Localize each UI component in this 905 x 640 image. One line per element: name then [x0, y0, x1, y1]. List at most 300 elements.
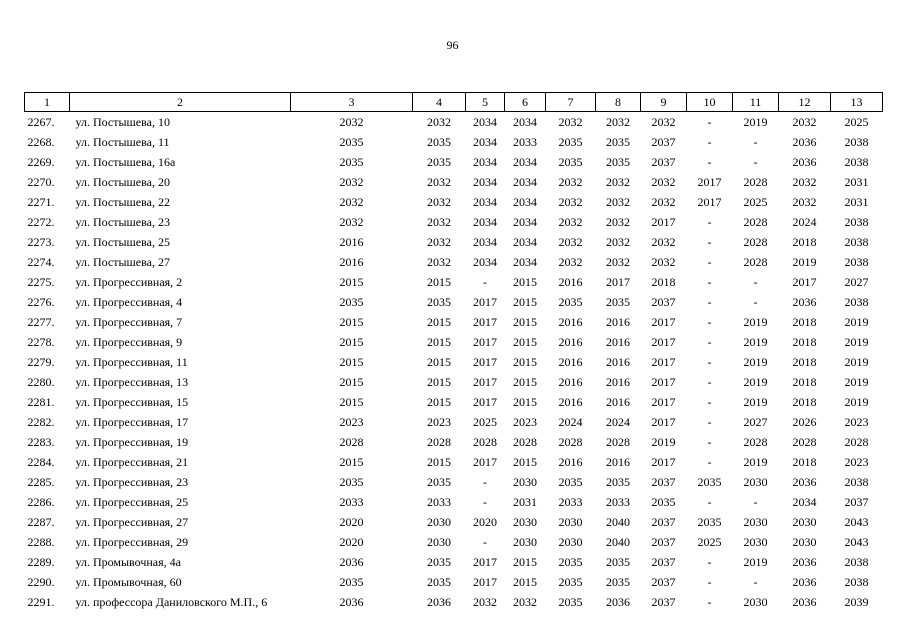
year-cell: 2038: [844, 575, 869, 589]
year-cell: 2036: [792, 475, 817, 489]
address-cell: ул. Прогрессивная, 21: [75, 455, 189, 469]
year-cell: 2016: [606, 335, 630, 349]
year-cell: -: [707, 595, 712, 609]
year-cell: -: [707, 155, 712, 169]
row-number: 2269.: [27, 155, 55, 169]
year-cell: 2028: [606, 435, 630, 449]
year-cell: 2028: [792, 435, 817, 449]
year-cell: 2017: [473, 575, 497, 589]
address-cell: ул. Постышева, 10: [75, 115, 170, 129]
year-cell: 2032: [427, 255, 451, 269]
year-cell: -: [707, 375, 712, 389]
year-cell: 2032: [558, 195, 583, 209]
year-cell: 2031: [844, 195, 869, 209]
row-number: 2278.: [27, 335, 55, 349]
address-cell: ул. Прогрессивная, 25: [75, 495, 189, 509]
year-cell: 2035: [606, 135, 630, 149]
year-cell: 2016: [558, 395, 583, 409]
column-header: 5: [466, 93, 505, 112]
year-cell: 2035: [427, 155, 451, 169]
year-cell: 2034: [792, 495, 817, 509]
year-cell: 2032: [339, 215, 364, 229]
year-cell: 2020: [339, 515, 364, 529]
year-cell: 2032: [792, 195, 817, 209]
year-cell: 2028: [427, 435, 451, 449]
year-cell: 2032: [427, 235, 451, 249]
year-cell: 2032: [558, 175, 583, 189]
year-cell: 2015: [513, 555, 537, 569]
year-cell: 2032: [558, 235, 583, 249]
year-cell: 2037: [651, 135, 676, 149]
year-cell: 2028: [743, 175, 768, 189]
year-cell: 2032: [606, 115, 630, 129]
year-cell: -: [483, 535, 487, 549]
year-cell: 2034: [473, 115, 497, 129]
year-cell: 2016: [558, 375, 583, 389]
year-cell: 2036: [606, 595, 630, 609]
year-cell: 2038: [844, 155, 869, 169]
year-cell: 2016: [339, 235, 364, 249]
year-cell: 2032: [606, 175, 630, 189]
year-cell: 2035: [558, 135, 583, 149]
year-cell: 2019: [844, 355, 869, 369]
table-row: [25, 212, 883, 232]
year-cell: 2017: [651, 215, 676, 229]
year-cell: -: [707, 315, 712, 329]
year-cell: 2035: [427, 555, 451, 569]
year-cell: 2033: [427, 495, 451, 509]
year-cell: 2038: [844, 235, 869, 249]
address-cell: ул. Прогрессивная, 9: [75, 335, 183, 349]
year-cell: 2030: [743, 515, 768, 529]
year-cell: -: [707, 435, 712, 449]
address-cell: ул. Прогрессивная, 4: [75, 295, 183, 309]
year-cell: 2035: [606, 155, 630, 169]
column-header: 10: [687, 93, 733, 112]
year-cell: 2035: [427, 135, 451, 149]
year-cell: 2034: [473, 135, 497, 149]
year-cell: -: [707, 275, 712, 289]
year-cell: -: [753, 495, 758, 509]
address-cell: ул. Прогрессивная, 7: [75, 315, 183, 329]
year-cell: 2032: [651, 255, 676, 269]
year-cell: 2038: [844, 295, 869, 309]
column-header: 13: [831, 93, 883, 112]
year-cell: 2017: [651, 335, 676, 349]
address-cell: ул. Прогрессивная, 29: [75, 535, 189, 549]
column-header: 12: [779, 93, 831, 112]
column-header: 8: [596, 93, 641, 112]
row-number: 2284.: [27, 455, 55, 469]
year-cell: 2017: [792, 275, 817, 289]
year-cell: -: [753, 575, 758, 589]
year-cell: 2019: [844, 375, 869, 389]
year-cell: 2035: [558, 595, 583, 609]
table-row: [25, 552, 883, 572]
year-cell: 2034: [513, 235, 537, 249]
year-cell: 2030: [427, 535, 451, 549]
year-cell: 2024: [606, 415, 630, 429]
address-cell: ул. Прогрессивная, 11: [75, 355, 188, 369]
address-cell: ул. Постышева, 23: [75, 215, 170, 229]
year-cell: 2017: [473, 455, 497, 469]
year-cell: 2015: [513, 375, 537, 389]
year-cell: 2028: [743, 435, 768, 449]
table-row: [25, 352, 883, 372]
table-row: [25, 512, 883, 532]
year-cell: 2035: [339, 295, 364, 309]
year-cell: 2024: [792, 215, 817, 229]
year-cell: -: [753, 295, 758, 309]
year-cell: 2015: [339, 455, 364, 469]
year-cell: 2038: [844, 215, 869, 229]
year-cell: 2020: [339, 535, 364, 549]
year-cell: -: [707, 335, 712, 349]
year-cell: 2030: [513, 535, 537, 549]
year-cell: 2025: [844, 115, 869, 129]
row-number: 2280.: [27, 375, 55, 389]
year-cell: 2030: [792, 535, 817, 549]
table-row: [25, 492, 883, 512]
year-cell: 2025: [743, 195, 768, 209]
year-cell: 2028: [558, 435, 583, 449]
year-cell: 2023: [844, 415, 869, 429]
year-cell: -: [707, 255, 712, 269]
year-cell: 2032: [427, 215, 451, 229]
year-cell: 2038: [844, 255, 869, 269]
year-cell: -: [707, 415, 712, 429]
row-number: 2281.: [27, 395, 55, 409]
address-cell: ул. Промывочная, 60: [75, 575, 182, 589]
table-row: [25, 332, 883, 352]
year-cell: 2016: [606, 315, 630, 329]
year-cell: 2017: [651, 415, 676, 429]
address-cell: ул. Промывочная, 4а: [75, 555, 181, 569]
year-cell: 2015: [513, 315, 537, 329]
year-cell: -: [707, 235, 712, 249]
address-cell: ул. Постышева, 20: [75, 175, 170, 189]
year-cell: -: [707, 115, 712, 129]
year-cell: 2035: [339, 155, 364, 169]
year-cell: 2027: [844, 275, 869, 289]
year-cell: 2030: [743, 595, 768, 609]
year-cell: -: [483, 275, 487, 289]
year-cell: 2036: [427, 595, 451, 609]
address-cell: ул. Постышева, 11: [75, 135, 170, 149]
table-row: [25, 452, 883, 472]
header-row: [25, 93, 883, 112]
year-cell: 2018: [792, 315, 817, 329]
address-cell: ул. Прогрессивная, 27: [75, 515, 189, 529]
year-cell: 2027: [743, 415, 768, 429]
year-cell: 2016: [558, 455, 583, 469]
year-cell: 2032: [558, 215, 583, 229]
year-cell: 2034: [473, 235, 497, 249]
year-cell: 2018: [792, 395, 817, 409]
year-cell: -: [707, 215, 712, 229]
year-cell: 2032: [558, 255, 583, 269]
year-cell: 2035: [558, 475, 583, 489]
year-cell: 2019: [743, 355, 768, 369]
address-cell: ул. Прогрессивная, 15: [75, 395, 189, 409]
column-header: 2: [70, 93, 291, 112]
row-number: 2273.: [27, 235, 55, 249]
year-cell: 2037: [651, 575, 676, 589]
year-cell: 2032: [792, 175, 817, 189]
row-number: 2267.: [27, 115, 55, 129]
year-cell: 2025: [697, 535, 722, 549]
year-cell: 2018: [651, 275, 676, 289]
year-cell: 2035: [606, 555, 630, 569]
year-cell: 2015: [427, 455, 451, 469]
year-cell: 2015: [427, 275, 451, 289]
year-cell: 2016: [558, 355, 583, 369]
year-cell: 2036: [792, 295, 817, 309]
year-cell: 2028: [339, 435, 364, 449]
year-cell: 2015: [339, 355, 364, 369]
year-cell: 2034: [473, 155, 497, 169]
year-cell: 2040: [606, 535, 630, 549]
row-number: 2287.: [27, 515, 55, 529]
year-cell: 2035: [558, 575, 583, 589]
year-cell: 2032: [427, 195, 451, 209]
column-header: 3: [291, 93, 413, 112]
address-cell: ул. Прогрессивная, 17: [75, 415, 189, 429]
year-cell: 2035: [558, 555, 583, 569]
column-header: 7: [546, 93, 596, 112]
year-cell: 2030: [513, 515, 537, 529]
year-cell: 2015: [339, 375, 364, 389]
year-cell: 2032: [606, 235, 630, 249]
address-cell: ул. Постышева, 22: [75, 195, 170, 209]
year-cell: 2028: [513, 435, 537, 449]
year-cell: 2032: [606, 255, 630, 269]
year-cell: 2035: [697, 475, 722, 489]
year-cell: 2019: [743, 455, 768, 469]
year-cell: 2017: [473, 555, 497, 569]
year-cell: 2037: [651, 515, 676, 529]
year-cell: 2035: [606, 475, 630, 489]
year-cell: 2037: [651, 295, 676, 309]
year-cell: 2015: [513, 575, 537, 589]
year-cell: 2034: [513, 175, 537, 189]
table-row: [25, 232, 883, 252]
year-cell: 2015: [513, 395, 537, 409]
year-cell: 2032: [339, 115, 364, 129]
column-header: 1: [25, 93, 70, 112]
row-number: 2290.: [27, 575, 55, 589]
year-cell: 2017: [473, 315, 497, 329]
year-cell: 2030: [792, 515, 817, 529]
year-cell: 2030: [558, 535, 583, 549]
year-cell: 2019: [743, 375, 768, 389]
table-body: [25, 112, 883, 613]
year-cell: 2033: [339, 495, 364, 509]
year-cell: 2035: [339, 575, 364, 589]
year-cell: 2028: [743, 235, 768, 249]
year-cell: -: [707, 455, 712, 469]
table-row: [25, 592, 883, 612]
row-number: 2288.: [27, 535, 55, 549]
year-cell: -: [753, 275, 758, 289]
year-cell: 2036: [792, 575, 817, 589]
year-cell: 2030: [743, 475, 768, 489]
year-cell: 2017: [473, 355, 497, 369]
year-cell: 2043: [844, 535, 869, 549]
year-cell: 2037: [651, 595, 676, 609]
column-header: 11: [733, 93, 779, 112]
year-cell: 2023: [339, 415, 364, 429]
address-cell: ул. Постышева, 25: [75, 235, 170, 249]
year-cell: 2028: [844, 435, 869, 449]
year-cell: 2017: [651, 355, 676, 369]
year-cell: 2036: [339, 595, 364, 609]
year-cell: 2019: [743, 395, 768, 409]
year-cell: 2016: [606, 455, 630, 469]
year-cell: 2034: [513, 115, 537, 129]
table-row: [25, 192, 883, 212]
year-cell: 2035: [427, 295, 451, 309]
row-number: 2270.: [27, 175, 55, 189]
year-cell: 2043: [844, 515, 869, 529]
year-cell: 2037: [651, 155, 676, 169]
year-cell: 2016: [606, 375, 630, 389]
year-cell: 2025: [473, 415, 497, 429]
table-row: [25, 292, 883, 312]
year-cell: 2035: [427, 575, 451, 589]
year-cell: 2016: [558, 315, 583, 329]
row-number: 2272.: [27, 215, 55, 229]
year-cell: 2032: [651, 115, 676, 129]
row-number: 2282.: [27, 415, 55, 429]
year-cell: 2032: [513, 595, 537, 609]
year-cell: 2030: [427, 515, 451, 529]
year-cell: 2018: [792, 375, 817, 389]
year-cell: 2030: [513, 475, 537, 489]
year-cell: -: [753, 135, 758, 149]
year-cell: 2017: [651, 375, 676, 389]
year-cell: 2016: [606, 395, 630, 409]
year-cell: 2036: [792, 555, 817, 569]
row-number: 2291.: [27, 595, 55, 609]
year-cell: 2040: [606, 515, 630, 529]
year-cell: -: [753, 155, 758, 169]
year-cell: 2020: [473, 515, 497, 529]
year-cell: 2035: [339, 135, 364, 149]
table-row: [25, 312, 883, 332]
year-cell: 2034: [513, 155, 537, 169]
year-cell: 2017: [651, 395, 676, 409]
year-cell: 2019: [743, 115, 768, 129]
year-cell: 2015: [339, 315, 364, 329]
year-cell: 2034: [473, 175, 497, 189]
year-cell: 2015: [513, 275, 537, 289]
year-cell: 2017: [697, 175, 722, 189]
year-cell: 2032: [427, 115, 451, 129]
year-cell: 2028: [743, 255, 768, 269]
year-cell: 2034: [513, 195, 537, 209]
table-row: [25, 112, 883, 133]
address-cell: ул. Прогрессивная, 23: [75, 475, 189, 489]
year-cell: 2017: [473, 335, 497, 349]
table-row: [25, 432, 883, 452]
year-cell: 2023: [427, 415, 451, 429]
year-cell: 2035: [606, 295, 630, 309]
year-cell: 2031: [513, 495, 537, 509]
address-cell: ул. профессора Даниловского М.П., 6: [75, 595, 268, 609]
year-cell: 2032: [606, 215, 630, 229]
year-cell: 2030: [558, 515, 583, 529]
table-row: [25, 372, 883, 392]
year-cell: 2033: [558, 495, 583, 509]
year-cell: -: [707, 295, 712, 309]
table-row: [25, 392, 883, 412]
year-cell: 2016: [558, 275, 583, 289]
year-cell: -: [707, 555, 712, 569]
year-cell: 2034: [473, 215, 497, 229]
year-cell: 2028: [743, 215, 768, 229]
year-cell: 2018: [792, 235, 817, 249]
year-cell: 2017: [651, 315, 676, 329]
year-cell: 2023: [844, 455, 869, 469]
year-cell: 2018: [792, 355, 817, 369]
year-cell: 2032: [473, 595, 497, 609]
year-cell: 2033: [513, 135, 537, 149]
year-cell: 2032: [792, 115, 817, 129]
row-number: 2283.: [27, 435, 55, 449]
year-cell: 2036: [792, 155, 817, 169]
row-number: 2277.: [27, 315, 55, 329]
year-cell: 2015: [427, 375, 451, 389]
year-cell: 2035: [651, 495, 676, 509]
year-cell: 2016: [606, 355, 630, 369]
year-cell: 2015: [427, 355, 451, 369]
year-cell: 2032: [651, 195, 676, 209]
year-cell: 2019: [844, 315, 869, 329]
table-row: [25, 272, 883, 292]
year-cell: 2036: [339, 555, 364, 569]
address-cell: ул. Прогрессивная, 2: [75, 275, 183, 289]
year-cell: 2015: [513, 335, 537, 349]
table-row: [25, 412, 883, 432]
year-cell: 2018: [792, 455, 817, 469]
year-cell: 2034: [473, 255, 497, 269]
year-cell: 2026: [792, 415, 817, 429]
column-header: 6: [505, 93, 546, 112]
year-cell: 2017: [473, 395, 497, 409]
year-cell: 2016: [558, 335, 583, 349]
table-row: [25, 152, 883, 172]
table-header: [25, 93, 883, 112]
year-cell: -: [707, 575, 712, 589]
year-cell: 2015: [513, 455, 537, 469]
year-cell: 2035: [697, 515, 722, 529]
year-cell: 2024: [558, 415, 583, 429]
year-cell: 2032: [651, 235, 676, 249]
year-cell: 2015: [513, 355, 537, 369]
year-cell: 2015: [427, 335, 451, 349]
year-cell: 2032: [339, 175, 364, 189]
data-table: [24, 92, 883, 612]
row-number: 2274.: [27, 255, 55, 269]
table-row: [25, 132, 883, 152]
year-cell: 2033: [606, 495, 630, 509]
year-cell: 2017: [473, 375, 497, 389]
address-cell: ул. Прогрессивная, 19: [75, 435, 189, 449]
address-cell: ул. Постышева, 16а: [75, 155, 176, 169]
year-cell: 2015: [339, 395, 364, 409]
table-row: [25, 172, 883, 192]
